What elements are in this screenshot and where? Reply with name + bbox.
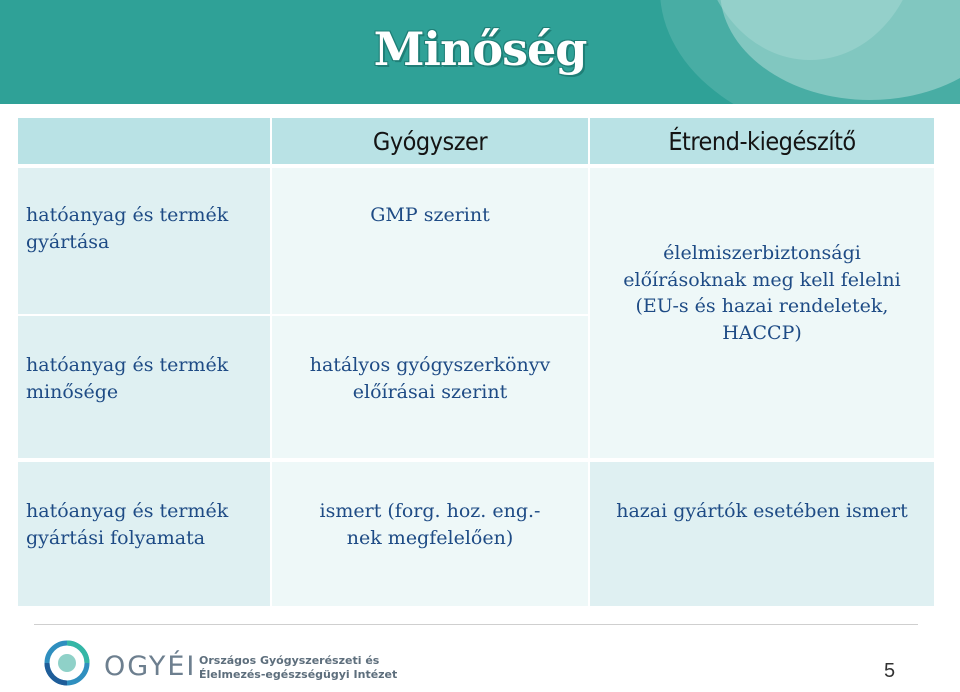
logo-wordmark: OGYÉI [104,651,197,682]
etrend-merged-cell [590,168,934,458]
header-cell-empty [18,118,270,164]
logo-subtitle-line: Országos Gyógyszerészeti és [199,654,380,667]
gyogyszer-value: ismert (forg. hoz. eng.-nek megfelelően) [319,500,541,549]
footer-divider [34,624,918,625]
etrend-value: hazai gyártók esetében ismert [616,500,908,522]
comparison-table [18,118,934,606]
gyogyszer-value: hatályos gyógyszerkönyv előírásai szerint [309,354,551,403]
row-label: hatóanyag és termék gyártási folyamata [26,500,229,549]
header-label-gyogyszer: Gyógyszer [372,127,488,156]
page-number: 5 [884,660,896,682]
slide-title: Minőség [373,22,587,76]
gyogyszer-cell [272,316,588,458]
etrend-cell [590,462,934,606]
gyogyszer-value: GMP szerint [370,204,490,226]
row-label: hatóanyag és termék gyártása [26,204,229,253]
logo-subtitle-line: Élelmezés-egészségügyi Intézet [199,667,398,681]
etrend-merged-value: élelmiszerbiztonsági előírásoknak meg kell felelni (EU-s és hazai rendeletek, HACCP) [623,242,901,344]
header-label-etrend: Étrend-kiegészítő [668,127,856,156]
row-label: hatóanyag és termék minősége [26,354,229,403]
header-cell-gyogyszer [272,118,588,164]
gyogyszer-cell [272,462,588,606]
row-label-cell [18,168,270,314]
header-cell-etrend [590,118,934,164]
logo-subtitle [199,654,397,682]
row-label-cell [18,316,270,458]
ogyei-logo-icon [44,640,90,686]
gyogyszer-cell [272,168,588,314]
row-label-cell [18,462,270,606]
